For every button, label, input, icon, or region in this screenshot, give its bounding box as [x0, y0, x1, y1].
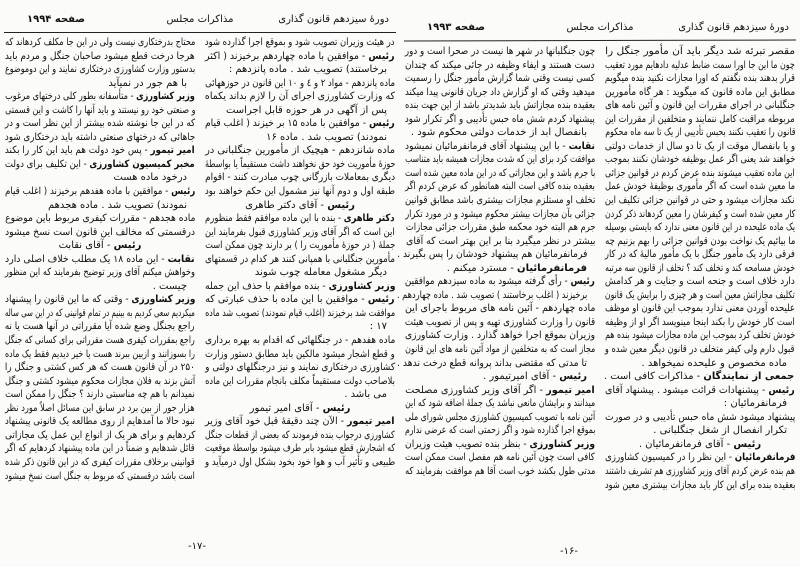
- speaker-name: فرمانفرمائیان: [517, 262, 587, 274]
- line-text: آئین نامه با تصویب کمیسیون کشاورزی مجلس شورای ملی: [404, 411, 595, 423]
- text-line: [605, 397, 795, 411]
- text-line: [405, 194, 595, 208]
- line-text: قانون را وزارت کشاورزی تهیه و پس از تصویب هیئت: [404, 316, 595, 328]
- line-text: جملهٔ ( در حوزهٔ مأموریت را ) بر دارند چون ممکن است: [204, 240, 395, 252]
- line-text: موافقت شد برخیزند (اغلب قیام نمودند) تصویب شد ماده: [204, 307, 395, 319]
- speaker-name: رئیس: [570, 276, 595, 288]
- text-line: [405, 329, 595, 343]
- line-text: علیحده آوردن معنی ندارد بموجب این قانون او موظف: [605, 303, 795, 315]
- text-line: [605, 208, 795, 222]
- line-text: - این ماده ۱۸ یک مطلب خلاف اصلی دارد: [5, 253, 168, 265]
- text-line: [605, 167, 795, 181]
- text-line: [205, 77, 395, 91]
- text-line: [5, 361, 195, 375]
- text-line: [205, 266, 395, 280]
- text-line: [405, 167, 595, 181]
- line-text: - موافقین با ماده هفدهم برخیزند ( اغلب قیام: [4, 186, 171, 198]
- speaker-line: [405, 275, 595, 289]
- page-header: [5, 14, 395, 30]
- speaker-name: امیر تیمور: [546, 384, 595, 396]
- line-text: برخیزند ( اغلب برخاستند ) تصویب شد . ماده چهاردهم .: [396, 289, 587, 301]
- text-line: [205, 226, 395, 240]
- line-text: آتش بزند به فلان مجازات محکوم میشود کشتی و جنگل: [4, 375, 195, 387]
- line-text: را بسوزانند و ازبین ببرند هست یا خیر دیدیم فقط یک ماده: [5, 348, 195, 360]
- text-line: [405, 343, 595, 357]
- line-text: بموقع اجرا گذارده شود و اگر زحمتی است که عرضی ندارم: [404, 425, 595, 437]
- text-line: [405, 411, 595, 425]
- line-text: - مذاکرات کافی است .: [603, 371, 704, 383]
- line-text: که در این جا نوشته شده بیشتر از این نظر است و در: [4, 118, 195, 130]
- line-text: چون جنگلبانها در شهر ها نیست در صحرا است و دور: [404, 46, 595, 57]
- speaker-name: امیر تیمور: [347, 416, 395, 428]
- speaker-line: [5, 239, 195, 253]
- text-line: [5, 131, 195, 145]
- line-text: و یا بانفصال موقت از یک تا دو سال از خدمات دولتی: [604, 140, 795, 152]
- line-text: با جرم باشد و این مجازاتی که در این ماده معین شده است: [404, 167, 595, 179]
- text-line: [5, 415, 195, 429]
- speaker-line: [605, 384, 795, 398]
- line-text: دیگر مشغول معامله چوب شوند: [254, 267, 387, 279]
- text-line: [405, 86, 595, 100]
- line-text: ماده پانزدهم - مواد ۲ و ٤ و ۱۰ این قانون در حوزههائی: [205, 77, 395, 89]
- line-text: کردهایم و برای هر یک از انواع این عمل یک مجازاتی: [4, 429, 195, 441]
- line-text: نمودند) تصویب شد . ماده هجدهم: [47, 199, 187, 211]
- line-text: یک ماده علیحده در این قانون معنی ندارد که بایستی بوسیله: [604, 222, 795, 234]
- text-line: [5, 388, 195, 402]
- text-line: [5, 280, 195, 294]
- header-period: دورهٔ سیزدهم قانون گذاری: [278, 14, 389, 25]
- line-text: مقصر تبرئه شد دیگر باید آن مأمور جنگل را: [605, 46, 795, 57]
- line-text: درخود ماده هست: [113, 172, 187, 184]
- text-line: [405, 235, 595, 249]
- speaker-name: رئیس: [559, 371, 587, 383]
- speaker-line: [205, 50, 395, 64]
- line-text: پیشنهاد میشود شش ماه حبس تأدیبی و در صورت: [604, 411, 795, 423]
- text-line: [605, 140, 795, 154]
- line-text: جنگلبانی در اجرای مقررات این قانون و آئین نامه های: [604, 100, 795, 112]
- text-line: [405, 208, 595, 222]
- line-text: هزار جور از بین برد در سابق این مسائل اصلاً مورد نظر: [5, 402, 195, 414]
- text-line: [605, 194, 795, 208]
- line-text: نمودند) تصویب شد . ماده ۱۶: [266, 131, 387, 143]
- page-right: [396, 0, 800, 567]
- line-text: نکند مجازات میشود و حتی در قوانین جزائی تکلیف این: [605, 195, 795, 207]
- line-text: بدستور وزارت کشاورزی درختکاری نمایند و این دوموضوع: [4, 64, 195, 76]
- text-line: [605, 289, 795, 303]
- speaker-name: نقابت: [568, 140, 595, 152]
- line-text: قوانینی برخلاف مقررات کیفری که در این قانون ذکر شده: [5, 456, 195, 468]
- text-line: [605, 479, 795, 493]
- text-line: [605, 302, 795, 316]
- line-text: - موافقین با این ماده با حذف عبارتی که: [205, 294, 369, 306]
- line-text: - متأسفانه بطور کلی درختهای مرغوب: [5, 91, 137, 103]
- text-column-left: [396, 45, 595, 479]
- text-line: [605, 45, 795, 59]
- line-text: - موافقین با ماده چهاردهم برخیزند ( اکثر: [205, 50, 369, 62]
- line-text: هم بنده عرض کردم آقای وزیر کشاورزی هم تشریف داشتند: [605, 465, 795, 477]
- text-column-left: [5, 36, 195, 483]
- text-line: [405, 180, 595, 194]
- line-text: با هم جور در نمیآید: [108, 77, 187, 89]
- text-line: [605, 235, 795, 249]
- text-line: [5, 307, 195, 321]
- text-column-right: [605, 45, 795, 492]
- text-line: [5, 117, 195, 131]
- line-text: تکلیف مجازاتش معین است و هر چیزی را برایش یک قانون: [605, 289, 795, 301]
- speaker-name: نقابت: [167, 253, 195, 265]
- text-line: [397, 357, 595, 371]
- line-text: نبود حالا ما آمدهایم از روی مطالعه یک قانونی پیشنهاد: [5, 416, 195, 428]
- line-text: طبقه اول و دوم آنها نیز مشمول این حکم خواهند بود: [204, 186, 395, 198]
- line-text: مربوطه مراقبت کامل ننمایند و متخلفین از مقررات این: [605, 113, 795, 125]
- header-rule: [4, 32, 396, 33]
- speaker-line: [605, 370, 795, 384]
- speaker-name: رئیس: [322, 402, 351, 414]
- speaker-line: [405, 140, 595, 154]
- header-period: دورهٔ سیزدهم قانون گذاری: [678, 22, 789, 33]
- speaker-line: [605, 438, 795, 452]
- line-text: - آقای نقابت: [58, 240, 114, 252]
- line-text: طبیعی و تأثیر آب و هوا خود بخود بشکل اول درمیآید و: [204, 456, 395, 468]
- line-text: در هیئت وزیران تصویب شود و بموقع اجرا گذارده شود: [205, 37, 395, 48]
- text-line: [605, 262, 795, 276]
- line-text: که وزارت کشاورزی اجرای آن را لازم بداند یکماه: [204, 91, 395, 103]
- line-text: تا مدتی که مقتضی بداند پروانه قطع درخت ندهد .: [397, 357, 587, 369]
- text-line: [605, 343, 795, 357]
- line-text: فرمانفرمائیان هم پیشنهاد خودشان را پس بگیرند .: [396, 249, 587, 261]
- text-line: [405, 397, 595, 411]
- line-text: پس از آگهی در هر حوزه قابل اجراست: [225, 104, 387, 116]
- speaker-name: جمعی از نمایندگان: [703, 371, 795, 383]
- speaker-line: [5, 90, 195, 104]
- speaker-name: رئیس: [113, 240, 142, 252]
- footer-page-number: -۱۷-: [188, 541, 206, 552]
- line-text: مطابق این ماده قانون که میگوید : هر گاه مأمورین: [604, 86, 795, 98]
- line-text: ۲۵۰ در آن قانون هست که هر کس کشتی و جنگل را: [5, 362, 195, 374]
- line-text: قانون را تعقیب نکنند بحبس تأدیبی از یک تا سه ماه محکوم: [604, 127, 795, 139]
- text-line: [205, 442, 395, 456]
- speaker-name: دکتر طاهری: [344, 213, 395, 225]
- text-line: [605, 59, 795, 73]
- line-text: جرم هم البته خود محکمه طبق مقررات جزائی مجازات: [405, 222, 595, 234]
- line-text: - رأی گرفته میشود به ماده سیزدهم موافقین: [405, 276, 571, 288]
- line-text: تکرار انفصال از شغل جنگلبانی .: [653, 425, 787, 437]
- text-line: [405, 302, 595, 316]
- line-text: - آقای فرمانفرمائیان .: [638, 438, 734, 450]
- text-line: [5, 104, 195, 118]
- line-text: و صنعتی خود رو نیستند و باید آنها را کاشت و این قسمتی: [4, 104, 195, 116]
- text-line: [5, 212, 195, 226]
- line-text: درقسمتی که مخالف این قانون است نسخ میشود: [4, 226, 195, 238]
- header-page-number: صفحه ۱۹۹۴: [27, 14, 86, 25]
- line-text: حوزهٔ مأموریت خود حق نخواهند داشت مستقیماً یا بواسطهٔ: [204, 158, 395, 170]
- line-text: کسی نیست وقتی شما گزارش مأمور جنگل را رسمیت: [405, 73, 595, 85]
- text-line: [605, 424, 795, 438]
- line-text: چیست .: [152, 280, 187, 292]
- line-text: جاهائی که درختهای صنعتی داشته باید درختکاری شود: [4, 131, 195, 143]
- line-text: - موافقین با ماده ۱۵ بر خیزند ( اغلب قیام: [205, 118, 370, 130]
- text-line: [5, 77, 195, 91]
- text-line: [405, 45, 595, 59]
- line-text: - بنظر بنده تصویب هیئت وزیران: [405, 438, 530, 450]
- line-text: بانفصال ابد از خدمات دولتی محکوم شود .: [410, 127, 587, 139]
- text-line: [405, 221, 595, 235]
- line-text: مدتی طول بکشد خوب است آقا هم موافقت بفرمایند که: [404, 465, 595, 477]
- line-text: ماده هفدهم - در جنگلهائی که اقدام به بهره برداری: [204, 335, 395, 347]
- speaker-name: رئیس: [170, 186, 195, 198]
- speaker-name: مخبر کمیسیون کشاورزی: [89, 158, 195, 170]
- footer-page-number: -۱۶-: [560, 546, 578, 557]
- speaker-line: [5, 158, 195, 172]
- text-line: [5, 429, 195, 443]
- speaker-name: رئیس: [768, 384, 795, 396]
- speaker-name: وزیر کشاورزی: [136, 91, 195, 103]
- line-text: ما معین شده است که اگر مأموری بوظیفهٔ خودش عمل: [604, 181, 795, 193]
- text-line: [605, 126, 795, 140]
- line-text: پیشنهاد کردم شش ماه حبس تأدیبی و اگر تکرار شود: [405, 113, 595, 125]
- line-text: قبول دارم ولی کیفر متخلف در قانون دیگر معین شده و: [605, 344, 795, 356]
- line-text: - پیشنهادات قرائت میشود . پیشنهاد آقای: [605, 384, 769, 396]
- text-line: [605, 86, 795, 100]
- text-line: [405, 113, 595, 127]
- text-line: [405, 153, 595, 167]
- text-line: [5, 226, 195, 240]
- text-line: [605, 113, 795, 127]
- speaker-name: وزیر کشاورزی: [130, 294, 195, 306]
- line-text: قائل شدهایم و ضمناً در این ماده پیشنهاد کردهایم که اگر: [5, 443, 195, 455]
- line-text: - بنده با این ماده موافقم فقط منظورم: [205, 213, 345, 225]
- speaker-line: [5, 253, 195, 267]
- line-text: راجع بجنگل وضع شده آیا مقرراتی در آنها هست یا نه: [5, 321, 195, 333]
- text-line: [605, 72, 795, 86]
- line-text: دیگری بمعاملات بازرگانی چوب مبادرت کنند - اقوام: [204, 172, 395, 184]
- line-text: خواهند شد یعنی اگر عمل بوظیفه خودشان نکنند بموجب: [604, 154, 795, 166]
- text-line: [405, 72, 595, 86]
- text-line: [605, 221, 795, 235]
- line-text: بلاصاحب دولت مستقیماً مکلف بانجام مقررات این ماده: [205, 375, 395, 387]
- line-text: است باشد درقسمتی که مربوط به جنگل است نسخ میشود: [5, 470, 195, 482]
- line-text: وزیران بموقع اجرا خواهد گذارد . وزارت کشاورزی: [404, 330, 595, 342]
- line-text: تخلف او مستلزم مجازات بیشتری باشد مطابق قوانین: [404, 195, 595, 207]
- line-text: این است که اگر آقای وزیر کشاورزی قبول بفرمایند این: [205, 226, 395, 238]
- header-rule: [404, 39, 796, 41]
- line-text: موافقت کرد برای این که شدت مجازات همیشه باید متناسب: [404, 154, 595, 166]
- line-text: - بنده موافقم با حذف این جمله: [204, 280, 329, 292]
- line-text: بعقیده بنده برای این کار باید مجازات بیشتری معین شود: [604, 479, 795, 491]
- speaker-line: [5, 293, 195, 307]
- text-line: [605, 99, 795, 113]
- text-line: [5, 375, 195, 389]
- speaker-line: [405, 262, 595, 276]
- line-text: فرمانفرمائیان :: [723, 398, 787, 410]
- text-line: [405, 424, 595, 438]
- text-line: [405, 99, 595, 113]
- speaker-line: [405, 370, 595, 384]
- line-text: ماده چهاردهم - آئین نامه های مربوط باجرای این: [404, 303, 595, 315]
- line-text: که اشجارش قطع میشود بابر طرف میشود بواسطهٔ موقعیت: [205, 443, 395, 455]
- text-line: [405, 316, 595, 330]
- line-text: میکردیم سعی کردیم به بینیم در تمام قوانینی که در این سی ساله: [4, 307, 195, 319]
- speaker-name: رئیس: [369, 118, 395, 130]
- text-line: [5, 470, 195, 484]
- text-line: [5, 36, 195, 50]
- text-line: [396, 248, 595, 262]
- text-line: [605, 411, 795, 425]
- text-line: [605, 357, 795, 371]
- text-line: [205, 239, 395, 253]
- line-text: بعقیده بنده مجازاتش باید شدیدتر باشد از این جهت بنده: [404, 100, 595, 112]
- line-text: ماده مخصوص و علیحده نمیخواهد .: [641, 357, 787, 369]
- speaker-line: [405, 438, 595, 452]
- text-line: [205, 63, 395, 77]
- line-text: - این تکلیف برای دولت: [5, 158, 90, 170]
- line-text: نمیدانم با هم چه مناسبتی دارند ؟ جنگل را ممکن است: [5, 389, 195, 401]
- line-text: است کار خودش را بکند اینجا مینویسد اگر او از وظیفه: [605, 316, 795, 328]
- text-line: [205, 36, 395, 50]
- speaker-name: رئیس: [368, 50, 395, 62]
- line-text: محتاج بدرختکاری نیست ولی در این جا مکلف کردهاند که: [4, 37, 195, 48]
- text-line: [5, 442, 195, 456]
- speaker-line: [205, 117, 395, 131]
- line-text: کار معین شده است و کیفرشان را معین کردهاند ذکر کردن: [604, 208, 795, 220]
- line-text: ماده شانزدهم - هیچیک از مأمورین جنگلبانی در: [205, 145, 395, 157]
- line-text: این ماده تعقیب میشوند بنده عرض کردم در قوانین جزائی: [605, 167, 795, 179]
- line-text: و قطع اشجار میشود مالکین باید مطابق دستور وزارت: [205, 348, 395, 360]
- text-line: [5, 171, 195, 185]
- line-text: فرقی دارد یک مأمور جنگل با یک مأمور مالیهٔ که در کار: [605, 249, 795, 261]
- line-text: - مسترد میکنم .: [446, 262, 518, 274]
- speaker-name: رئیس: [733, 438, 762, 450]
- header-title: مذاکرات مجلس: [566, 22, 634, 33]
- text-line: [205, 361, 395, 375]
- line-text: وخواهش میکنم آقای وزیر توضیح بفرمایند که این منظور: [4, 267, 195, 279]
- text-line: [605, 465, 795, 479]
- line-text: کشاورزی درجواب بنده فرمودند که بعضی از قطعات جنگل: [205, 429, 395, 441]
- line-text: ما بیائیم یک نواخت بودن قوانین جزائی را بهم بزنیم چه: [604, 235, 795, 247]
- line-text: مجاز است که به متخلفین از مواد آئین نامه های این قانون: [404, 344, 595, 356]
- text-line: [205, 375, 395, 389]
- text-line: [205, 307, 395, 321]
- text-line: [5, 348, 195, 362]
- page-header: [405, 22, 795, 38]
- speaker-line: [405, 384, 595, 398]
- text-line: [605, 316, 795, 330]
- line-text: دست هستند و ایفاء وظیفه در جائی میکند که چندان: [405, 59, 595, 71]
- speaker-line: [5, 144, 195, 158]
- line-text: دارد خلاف است و جنحه است و جنایت و هر کدامش: [605, 276, 795, 288]
- line-text: ۱۷ :: [369, 321, 387, 333]
- text-line: [396, 289, 595, 303]
- speaker-name: وزیر کشاورزی: [529, 438, 595, 450]
- text-line: [205, 131, 395, 145]
- line-text: - الآن چند دقیقهٔ قبل خود آقای وزیر: [205, 416, 348, 428]
- speaker-name: رئیس: [368, 294, 395, 306]
- text-line: [405, 59, 595, 73]
- line-text: خودش مسامحه کند و تخلف کند ؟ تخلف از قانون سه مرتبه: [605, 262, 795, 274]
- text-line: [205, 253, 395, 267]
- text-line: [605, 329, 795, 343]
- speaker-name: وزیر کشاورزی: [328, 280, 395, 292]
- text-line: [5, 334, 195, 348]
- speaker-name: رئیس: [327, 199, 355, 211]
- text-line: [405, 465, 595, 479]
- text-line: [605, 275, 795, 289]
- line-text: بیشتر در نظر میگیرد بنا بر این بهتر است که آقای: [405, 235, 595, 247]
- text-line: [605, 248, 795, 262]
- text-line: [405, 126, 595, 140]
- speaker-line: [605, 451, 795, 465]
- line-text: - آقای امیر تیمور: [249, 402, 323, 414]
- line-text: کافی است چون آئین نامه هم مفصل است ممکن است: [405, 452, 595, 464]
- line-text: بعقیده بنده کافی است البته همانطور که عرض کردم اگر: [405, 181, 595, 193]
- text-line: [5, 402, 195, 416]
- text-line: [5, 456, 195, 470]
- line-text: - با این پیشنهاد آقای فرمانفرمائیان نمیشود: [405, 140, 569, 152]
- line-text: - پس خود دولت هم باید این کار را بکند: [5, 145, 151, 157]
- speaker-name: فرمانفرمائیان: [734, 452, 795, 464]
- line-text: - این نظر را در کمیسیون کشاورزی: [604, 452, 735, 464]
- line-text: مأمورین جنگلبانی با همپانی کنند هر کدام در قسمتهای: [205, 253, 395, 265]
- text-line: [605, 153, 795, 167]
- text-line: [5, 320, 195, 334]
- speaker-line: [5, 185, 195, 199]
- text-line: [205, 320, 395, 334]
- speaker-name: امیر تیمور: [150, 145, 195, 157]
- text-line: [5, 199, 195, 213]
- text-line: [5, 63, 195, 77]
- line-text: قرار بدهند بنده نگفتم که اورا مجازات نکنید بنده میگویم: [604, 73, 795, 85]
- line-text: چون ما این جا اورا سمت ضابط عدلیه دادهایم مورد تعقیب: [605, 59, 795, 71]
- line-text: - آقای دکتر طاهری: [245, 199, 328, 211]
- text-line: [605, 180, 795, 194]
- line-text: - وقتی که ما این قانون را پیشنهاد: [4, 294, 131, 306]
- line-text: - آقای امیرتیمور .: [483, 371, 560, 383]
- line-text: میدهید وقتی که او گزارش داد جریان قانونی پیدا میکند: [405, 86, 595, 98]
- header-title: مذاکرات مجلس: [166, 14, 234, 25]
- line-text: راجع بمقررات کیفری هست مقرراتی برای کسانی که جنگل: [5, 335, 195, 347]
- line-text: میدانند و برایشان مانعی نباشد یک جملهٔ اضافه شود که این: [404, 398, 595, 410]
- line-text: جزائی بآن مجازات بیشتر محکوم میشود و در مورد تکرار: [404, 208, 595, 220]
- line-text: برخاستند) تصویب شد . ماده پانزدهم :: [228, 64, 387, 76]
- text-line: [405, 451, 595, 465]
- text-line: [5, 50, 195, 64]
- line-text: - اگر آقای وزیر کشاورزی مصلحت: [405, 384, 547, 396]
- line-text: خودش تخلف کرد بموجب این ماده مجازات میشود بنده هم: [604, 330, 795, 342]
- line-text: هرجا درخت قطع میشود صاحبان جنگل و مردم باید: [5, 50, 195, 62]
- header-page-number: صفحه ۱۹۹۳: [427, 22, 486, 33]
- text-line: [5, 266, 195, 280]
- line-text: ماده هجدهم - مقررات کیفری مربوط باین موضوع: [4, 213, 195, 225]
- line-text: می باشد .: [344, 389, 387, 401]
- line-text: کشاورزی درختکاری نمایند و نیز درجنگلهای دولتی و: [204, 362, 395, 374]
